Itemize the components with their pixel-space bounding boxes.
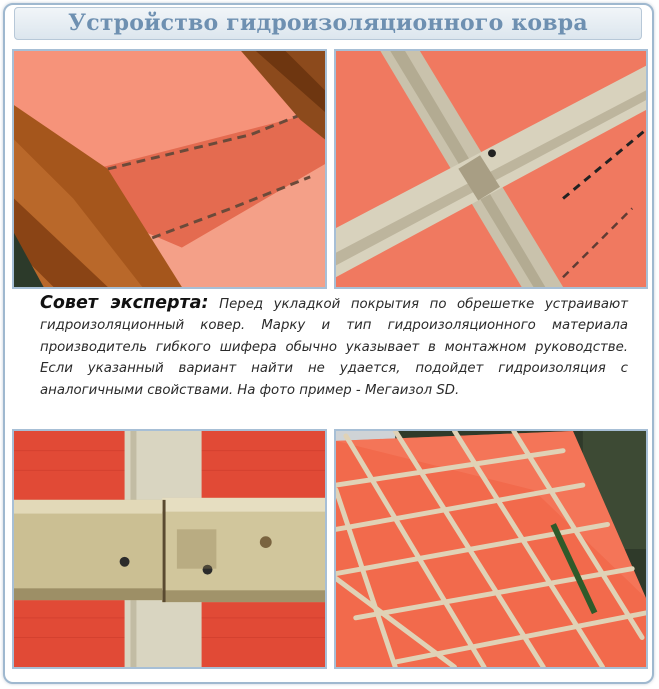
photo-2-illustration bbox=[336, 51, 646, 287]
expert-tip-text: Перед укладкой покрытия по обрешетке устраивают гидроизоляционный ковер. Марку и тип гидроизоляционного материала производитель гибкого шифера обычно указывает в монтажном руководстве. Если указанный вариант найти не удается, подойдет гидроизоляция с аналогичными свойствами. На фото пример - Мегаизол SD. bbox=[40, 297, 628, 398]
title-bar bbox=[14, 7, 642, 40]
photo-membrane-under-rafters bbox=[12, 49, 327, 289]
photo-roof-battens bbox=[334, 429, 648, 669]
photo-crossed-battens bbox=[334, 49, 648, 289]
photo-4-illustration bbox=[336, 431, 646, 667]
photo-3-illustration bbox=[14, 431, 325, 667]
page-title: Устройство гидроизоляционного ковра bbox=[68, 10, 588, 36]
photo-batten-joint bbox=[12, 429, 327, 669]
expert-tip bbox=[40, 293, 628, 401]
photo-1-illustration bbox=[14, 51, 325, 287]
expert-tip-label: Совет эксперта: bbox=[40, 293, 209, 313]
